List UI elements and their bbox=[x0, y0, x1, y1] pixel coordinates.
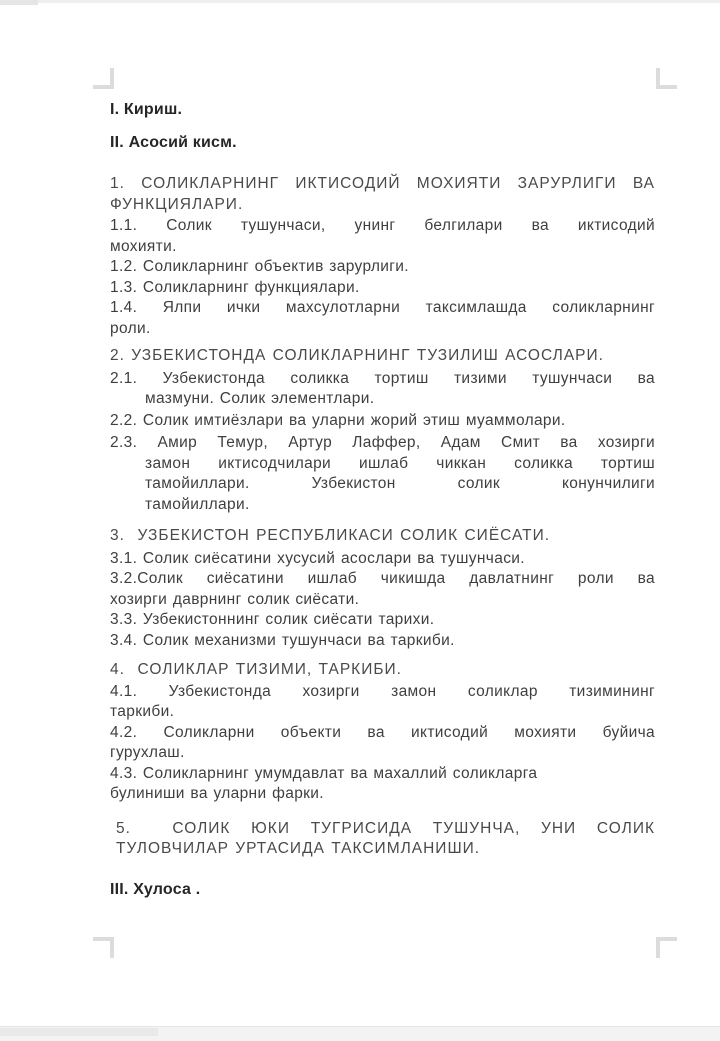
toc-line: мохияти. bbox=[110, 237, 177, 255]
toc-line: II. Асосий кисм. bbox=[110, 133, 237, 151]
toc-line: роли. bbox=[110, 319, 151, 337]
toc-line: 3.4. Солик механизми тушунчаси ва таркиби. bbox=[110, 631, 455, 649]
toc-item-4-3 bbox=[110, 764, 655, 805]
toc-line: 2.1. Узбекистонда соликка тортиш тизими тушунчаси ва bbox=[110, 369, 655, 387]
toc-line: 3.3. Узбекистоннинг солик сиёсати тарихи. bbox=[110, 611, 435, 628]
toc-line: тамойиллари. bbox=[145, 495, 250, 513]
toc-line: 4.1. Узбекистонда хозирги замон соликлар тизимининг bbox=[110, 682, 655, 700]
section-main-part bbox=[110, 133, 655, 154]
toc-line: гурухлаш. bbox=[110, 744, 185, 761]
corner-mark-bottom-left bbox=[93, 937, 114, 958]
toc-line: 2. УЗБЕКИСТОНДА СОЛИКЛАРНИНГ ТУЗИЛИШ АСОСЛАРИ. bbox=[110, 347, 604, 364]
toc-heading-1 bbox=[110, 174, 655, 215]
toc-line: 3. УЗБЕКИСТОН РЕСПУБЛИКАСИ СОЛИК СИЁСАТИ. bbox=[110, 527, 551, 544]
toc-line: ТУЛОВЧИЛАР УРТАСИДА ТАКСИМЛАНИШИ. bbox=[116, 840, 481, 857]
toc-line: 3.1. Солик сиёсатини хусусий асослари ва тушунчаси. bbox=[110, 549, 525, 567]
toc-heading-4 bbox=[110, 660, 655, 681]
toc-item-3-1 bbox=[110, 549, 655, 570]
top-edge-shadow bbox=[0, 0, 720, 3]
toc-line: 1.2. Соликларнинг объектив зарурлиги. bbox=[110, 258, 409, 275]
toc-line: 2.3. Амир Темур, Артур Лаффер, Адам Смит ва хозирги bbox=[110, 434, 655, 451]
toc-line: мазмуни. Солик элементлари. bbox=[145, 390, 375, 407]
bottom-edge-shadow bbox=[0, 1026, 720, 1041]
toc-line: 3.2.Солик сиёсатини ишлаб чикишда давлатнинг роли ва bbox=[110, 570, 655, 587]
toc-line: тамойиллари. Узбекистон солик конунчилиги bbox=[145, 475, 655, 492]
toc-line: 5. СОЛИК ЮКИ ТУГРИСИДА ТУШУНЧА, УНИ СОЛИК bbox=[116, 819, 655, 837]
toc-line: 4. СОЛИКЛАР ТИЗИМИ, ТАРКИБИ. bbox=[110, 661, 402, 678]
toc-heading-2 bbox=[110, 346, 655, 367]
toc-line: 4.2. Соликларни объекти ва иктисодий мохияти буйича bbox=[110, 723, 655, 741]
toc-content bbox=[110, 100, 655, 900]
toc-item-2-3 bbox=[110, 433, 655, 515]
toc-heading-3 bbox=[110, 526, 655, 547]
toc-line: хозирги даврнинг солик сиёсати. bbox=[110, 590, 360, 608]
toc-item-1-2 bbox=[110, 257, 655, 278]
toc-line: ФУНКЦИЯЛАРИ. bbox=[110, 195, 244, 213]
toc-line: III. Хулоса . bbox=[110, 880, 201, 898]
section-intro bbox=[110, 100, 655, 121]
toc-item-4-1 bbox=[110, 682, 655, 723]
toc-line: 1. СОЛИКЛАРНИНГ ИКТИСОДИЙ МОХИЯТИ ЗАРУРЛИГИ ВА bbox=[110, 175, 655, 192]
bottom-edge-shadow-dark bbox=[0, 1028, 158, 1036]
toc-line: 1.1. Солик тушунчаси, унинг белгилари ва иктисодий bbox=[110, 217, 655, 234]
corner-mark-top-left bbox=[93, 68, 114, 89]
toc-item-3-4 bbox=[110, 631, 655, 652]
toc-line: 4.3. Соликларнинг умумдавлат ва махаллий соликларга bbox=[110, 764, 538, 782]
corner-mark-top-right bbox=[656, 68, 677, 89]
toc-item-1-1 bbox=[110, 216, 655, 257]
toc-heading-5 bbox=[110, 819, 655, 860]
corner-mark-bottom-right bbox=[656, 937, 677, 958]
toc-line: I. Кириш. bbox=[110, 101, 183, 118]
toc-line: замон иктисодчилари ишлаб чиккан соликка тортиш bbox=[145, 454, 655, 472]
toc-item-4-2 bbox=[110, 723, 655, 764]
toc-item-2-2 bbox=[110, 411, 655, 432]
toc-item-2-1 bbox=[110, 369, 655, 410]
toc-item-3-2 bbox=[110, 569, 655, 610]
top-edge-shadow-dark bbox=[0, 0, 38, 5]
toc-line: булиниши ва уларни фарки. bbox=[110, 785, 324, 802]
toc-item-1-3 bbox=[110, 278, 655, 299]
toc-line: 1.4. Ялпи ички махсулотларни таксимлашда соликларнинг bbox=[110, 299, 655, 316]
toc-item-3-3 bbox=[110, 610, 655, 631]
toc-item-1-4 bbox=[110, 298, 655, 339]
toc-line: 2.2. Солик имтиёзлари ва уларни жорий этиш муаммолари. bbox=[110, 411, 566, 429]
toc-line: 1.3. Соликларнинг функциялари. bbox=[110, 278, 360, 296]
toc-line: таркиби. bbox=[110, 703, 175, 720]
section-conclusion bbox=[110, 880, 655, 901]
